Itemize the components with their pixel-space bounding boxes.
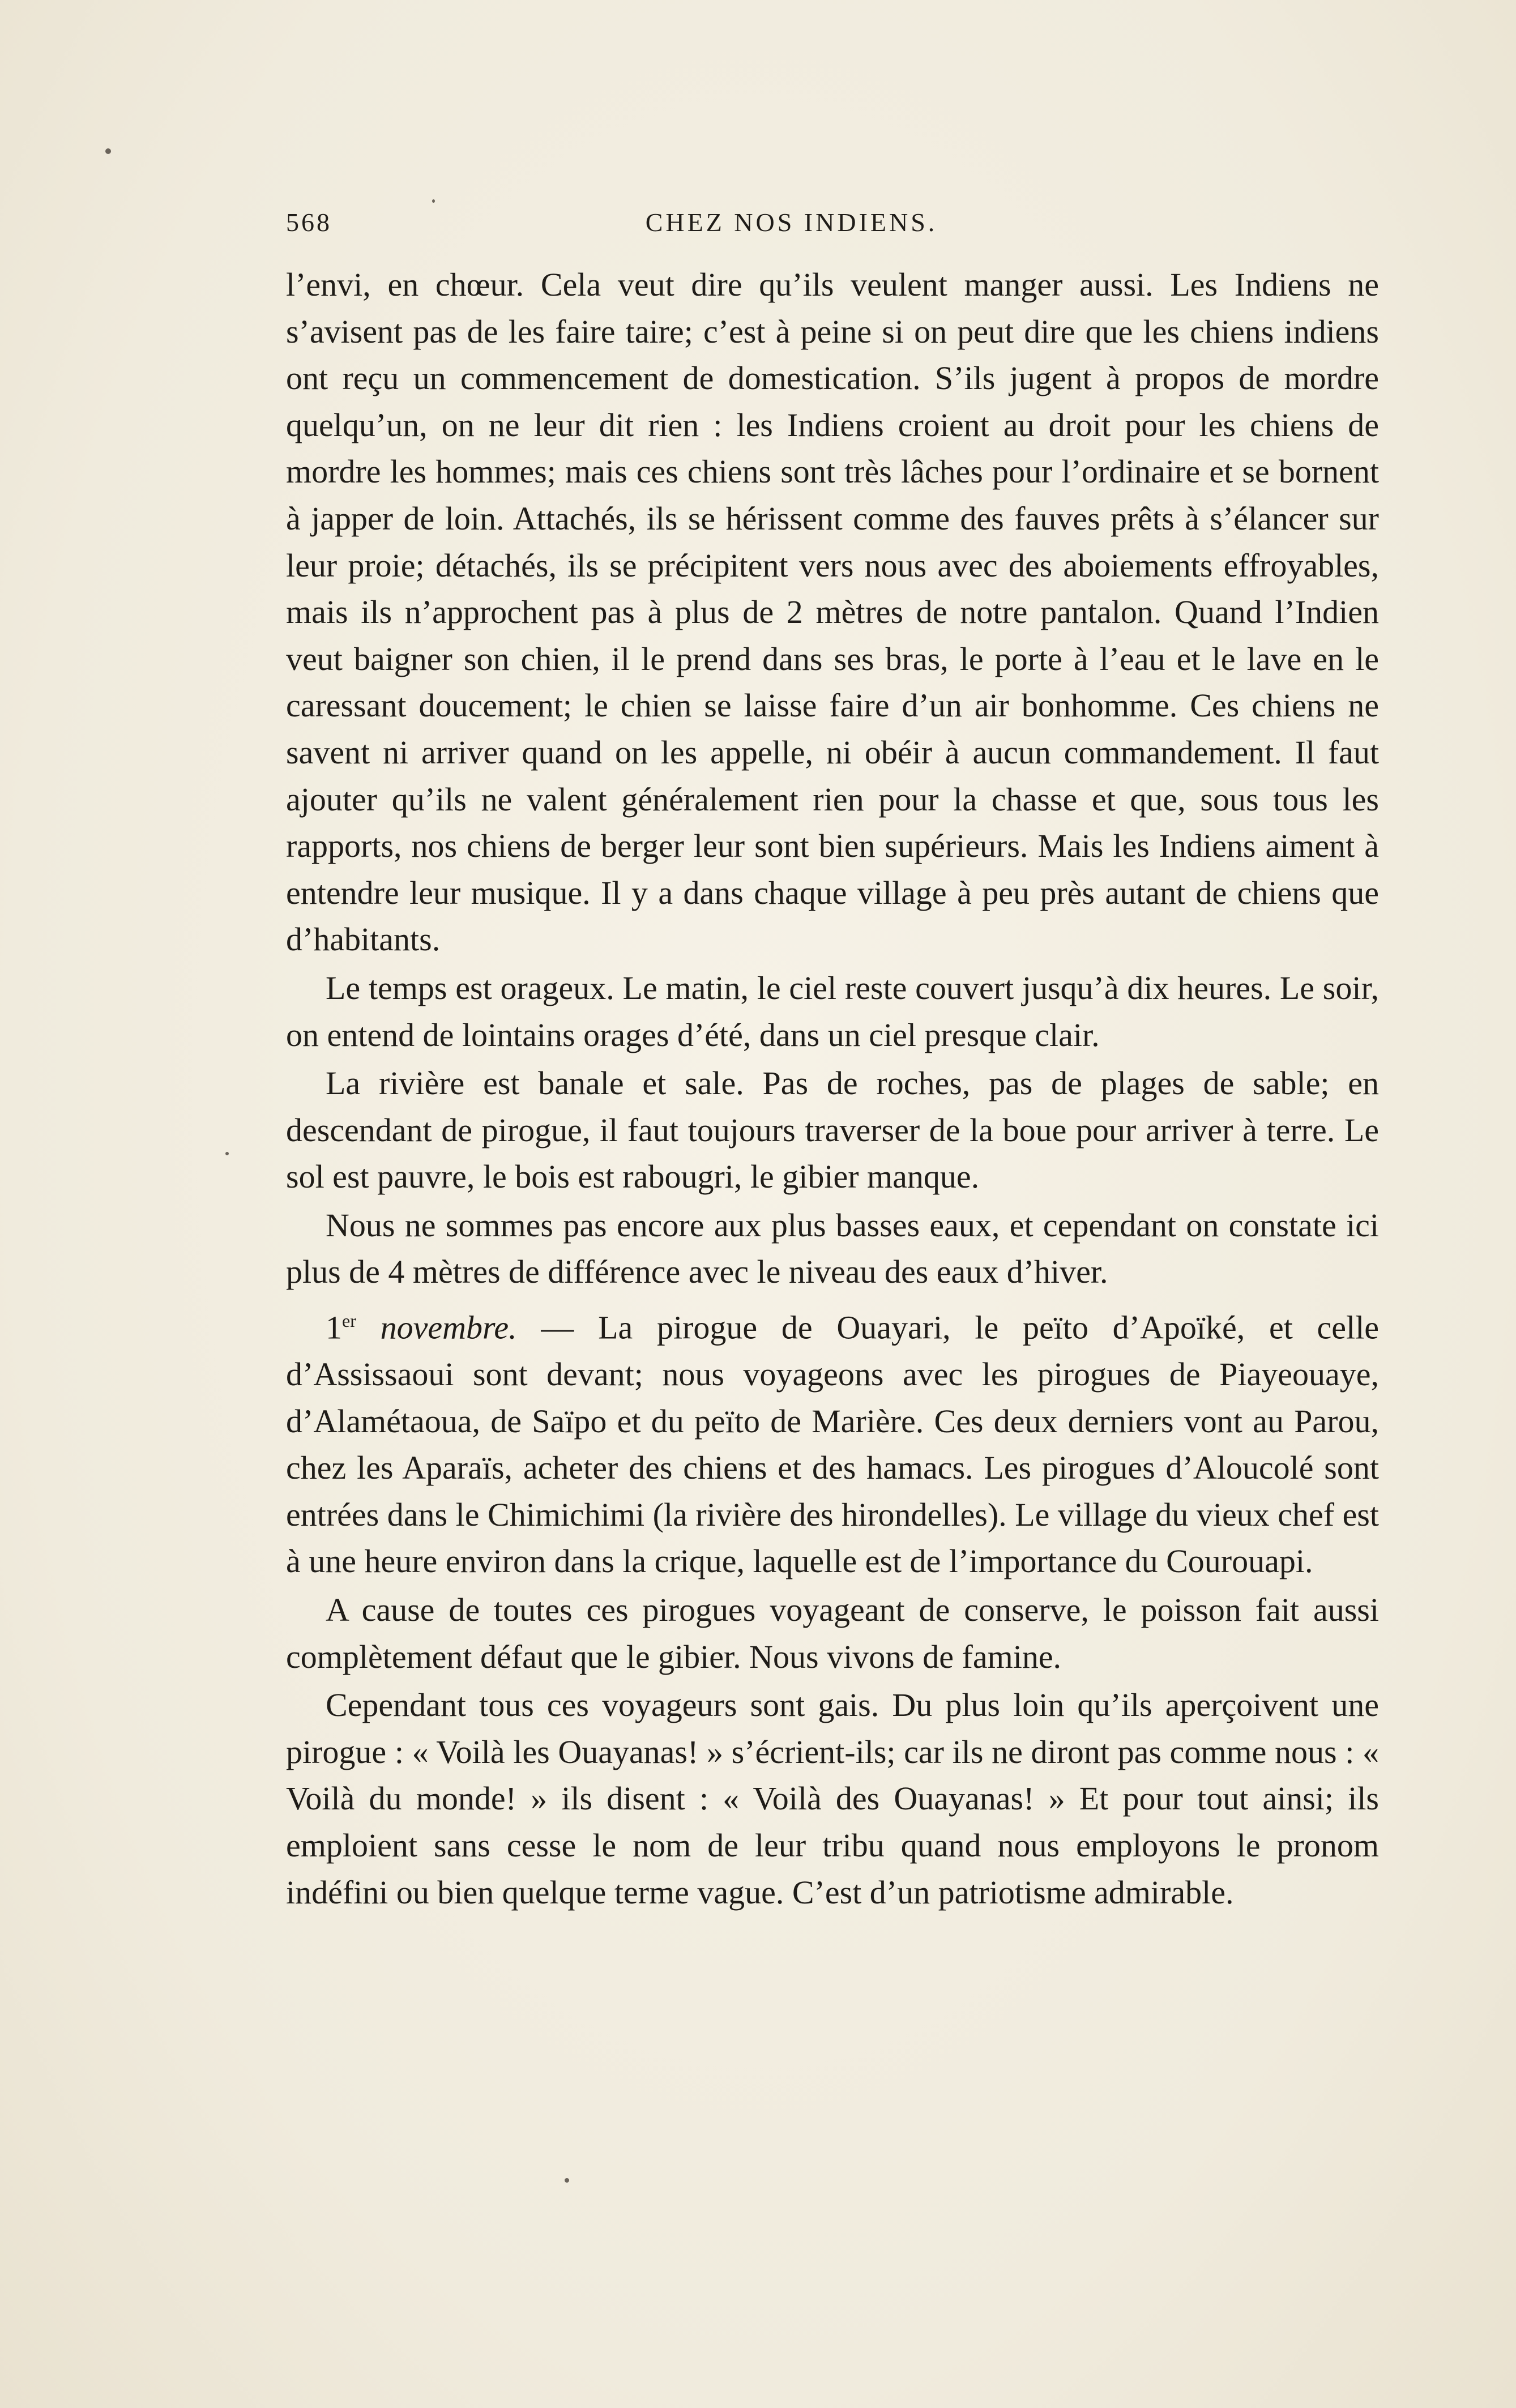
- paragraph: La rivière est banale et sale. Pas de roches, pas de plages de sable; en descendant de pirogue, il faut toujours traverser de la boue pour arriver à terre. Le sol est pauvre, le bois est rabougri, le gibier manque.: [286, 1065, 1379, 1196]
- paragraph: Le temps est orageux. Le matin, le ciel reste couvert jusqu’à dix heures. Le soir, on entend de lointains orages d’été, dans un ciel presque clair.: [286, 969, 1379, 1053]
- dated-paragraph: [286, 1297, 1379, 1585]
- ink-speck: [105, 148, 111, 154]
- ink-speck: [225, 1152, 229, 1155]
- date-ordinal: er: [342, 1310, 356, 1331]
- date-day: 1: [326, 1309, 342, 1346]
- paragraph: A cause de toutes ces pirogues voyageant de conserve, le poisson fait aussi complètement défaut que le gibier. Nous vivons de famine.: [286, 1591, 1379, 1675]
- paragraph: l’envi, en chœur. Cela veut dire qu’ils veulent manger aussi. Les Indiens ne s’avisent pas de les faire taire; c’est à peine si on peut dire que les chiens indiens ont reçu un commencement de domestication. S’ils jugent à propos de mordre quelqu’un, on ne leur dit rien : les Indiens croient au droit pour les chiens de mordre les hommes; mais ces chiens sont très lâches pour l’ordinaire et se bornent à japper de loin. Attachés, ils se hérissent comme des fauves prêts à s’élancer sur leur proie; détachés, ils se précipitent vers nous avec des aboiements effroyables, mais ils n’approchent pas à plus de 2 mètres de notre pantalon. Quand l’Indien veut baigner son chien, il le prend dans ses bras, le porte à l’eau et le lave en le caressant doucement; le chien se laisse faire d’un air bonhomme. Ces chiens ne savent ni arriver quand on les appelle, ni obéir à aucun commandement. Il faut ajouter qu’ils ne valent généralement rien pour la chasse et que, sous tous les rapports, nos chiens de berger leur sont bien supérieurs. Mais les Indiens aiment à entendre leur musique. Il y a dans chaque village à peu près autant de chiens que d’habitants.: [286, 266, 1379, 958]
- ink-speck: [565, 2178, 569, 2183]
- body-text: [286, 262, 1379, 1918]
- paragraph: Cependant tous ces voyageurs sont gais. Du plus loin qu’ils aperçoivent une pirogue : « Voilà les Ouayanas! » s’écrient-ils; car ils ne diront pas comme nous : « Voilà du monde! » ils disent : « Voilà des Ouayanas! » Et pour tout ainsi; ils emploient sans cesse le nom de leur tribu quand nous employons le pronom indéfini ou bien quelque terme vague. C’est d’un patriotisme admirable.: [286, 1687, 1379, 1911]
- paragraph-text: — La pirogue de Ouayari, le peïto d’Apoïké, et celle d’Assissaoui sont devant; nous voyageons avec les pirogues de Piayeouaye, d’Alamétaoua, de Saïpo et du peïto de Marière. Ces deux derniers vont au Parou, chez les Aparaïs, acheter des chiens et des hamacs. Les pirogues d’Aloucolé sont entrées dans le Chimichimi (la rivière des hirondelles). Le village du vieux chef est à une heure environ dans la crique, laquelle est de l’importance du Courouapi.: [286, 1309, 1380, 1580]
- page-number: 568: [286, 208, 332, 237]
- paragraph: Nous ne sommes pas encore aux plus basses eaux, et cependant on constate ici plus de 4 mètres de différence avec le niveau des eaux d’hiver.: [286, 1206, 1379, 1291]
- running-header: [286, 203, 1297, 242]
- date-month: novembre.: [380, 1309, 517, 1346]
- running-title: CHEZ NOS INDIENS.: [645, 208, 938, 237]
